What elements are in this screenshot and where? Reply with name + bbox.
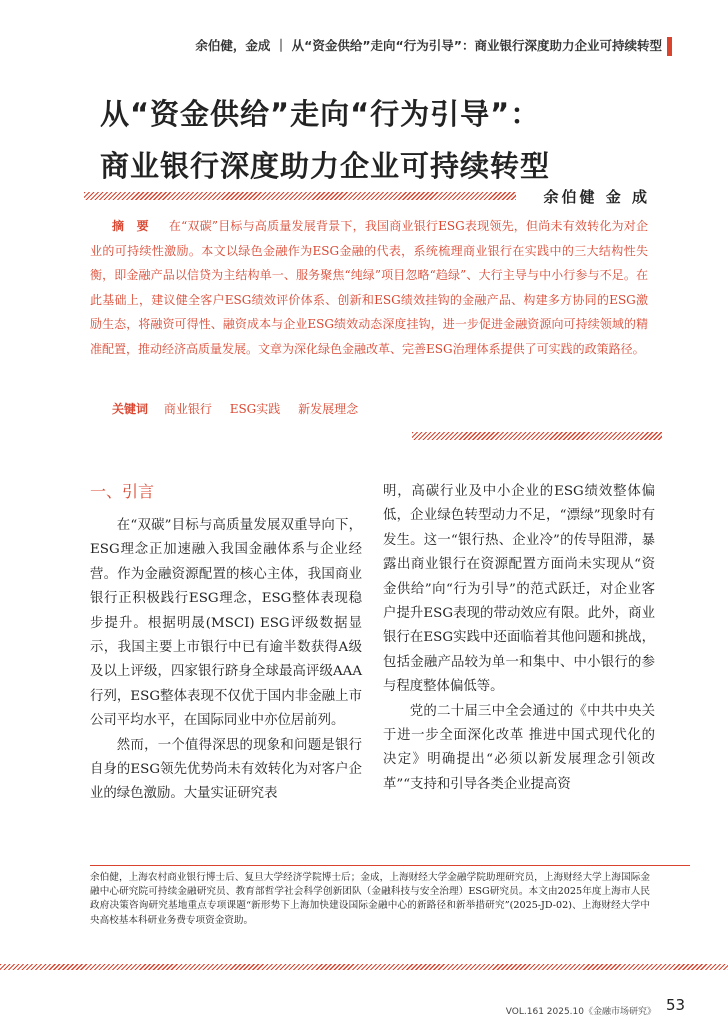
keywords-label: 关键词 (112, 402, 149, 416)
left-column (90, 480, 362, 807)
author-footnote: 余伯健，上海农村商业银行博士后、复旦大学经济学院博士后；金成，上海财经大学金融学院助理研究员，上海财经大学上海国际金融中心研究院可持续金融研究员、教育部哲学社会科学创新团队（金融科技与安全治理）ESG研究员。本文由2025年度上海市人民政府决策咨询研究基地重点专项课题“新形势下上海加快建设国际金融中心的新路径和新举措研究”(2025-JD-02)、上海财经大学中央高校基本科研业务费专项资金资助。 (90, 872, 650, 926)
body-paragraph: 在“双碳”目标与高质量发展双重导向下，ESG理念正加速融入我国金融体系与企业经营。作为金融资源配置的核心主体，我国商业银行正积极践行ESG理念，ESG整体表现稳步提升。根据明晟(MSCI) ESG评级数据显示，我国主要上市银行中已有逾半数获得A级及以上评级，四家银行跻身全球最高评级AAA行列，ESG整体表现不仅优于国内非金融上市公司平均水平，在国际同业中亦位居前列。 (90, 518, 362, 729)
title-divider (84, 192, 516, 200)
issue-info: VOL.161 2025.10《金融市场研究》 (505, 1007, 656, 1017)
keywords (112, 400, 652, 417)
keyword-item: 新发展理念 (298, 402, 359, 416)
footnote-rule (90, 865, 690, 866)
title-line-2: 商业银行深度助力企业可持续转型 (100, 149, 551, 183)
running-head-bar (667, 37, 672, 56)
article-title (100, 88, 660, 192)
abstract-divider (412, 432, 662, 440)
body-paragraph: 明，高碳行业及中小企业的ESG绩效整体偏低，企业绿色转型动力不足，“漂绿”现象时有发生。这一“银行热、企业冷”的传导阻滞，暴露出商业银行在资源配置方面尚未实现从“资金供给”向“行为引导”的范式跃迁，对企业客户提升ESG表现的带动效应有限。此外，商业银行在ESG实践中还面临着其他问题和挑战，包括金融产品较为单一和集中、中小银行的参与程度整体偏低等。 (383, 484, 655, 695)
running-head: 余伯健，金成 ｜ 从“资金供给”走向“行为引导”：商业银行深度助力企业可持续转型 (195, 38, 662, 53)
author-names: 余伯健 金 成 (543, 188, 650, 206)
right-column (383, 480, 655, 797)
title-line-1: 从“资金供给”走向“行为引导”： (100, 97, 541, 131)
keyword-item: ESG实践 (229, 402, 281, 416)
bottom-divider (0, 964, 728, 970)
body-paragraph: 党的二十届三中全会通过的《中共中央关于进一步全面深化改革 推进中国式现代化的决定》明确提出“必须以新发展理念引领改革”“支持和引导各类企业提高资 (383, 703, 655, 792)
abstract (90, 214, 648, 362)
abstract-label: 摘 要 (112, 219, 153, 233)
abstract-text: 在“双碳”目标与高质量发展背景下，我国商业银行ESG表现领先，但尚未有效转化为对企业的可持续性激励。本文以绿色金融作为ESG金融的代表，系统梳理商业银行在实践中的三大结构性失衡，即金融产品以信贷为主结构单一、服务聚焦“纯绿”项目忽略“趋绿”、大行主导与中小行参与不足。在此基础上，建议健全客户ESG绩效评价体系、创新和ESG绩效挂钩的金融产品、构建多方协同的ESG激励生态，将融资可得性、融资成本与企业ESG绩效动态深度挂钩，进一步促进金融资源向可持续领域的精准配置，推动经济高质量发展。文章为深化绿色金融改革、完善ESG治理体系提供了可实践的政策路径。 (90, 219, 648, 356)
section-heading: 一、引言 (90, 482, 155, 501)
keyword-item: 商业银行 (163, 402, 212, 416)
page-number: 53 (666, 996, 686, 1014)
body-paragraph: 然而，一个值得深思的现象和问题是银行自身的ESG领先优势尚未有效转化为对客户企业的绿色激励。大量实证研究表 (90, 737, 362, 802)
